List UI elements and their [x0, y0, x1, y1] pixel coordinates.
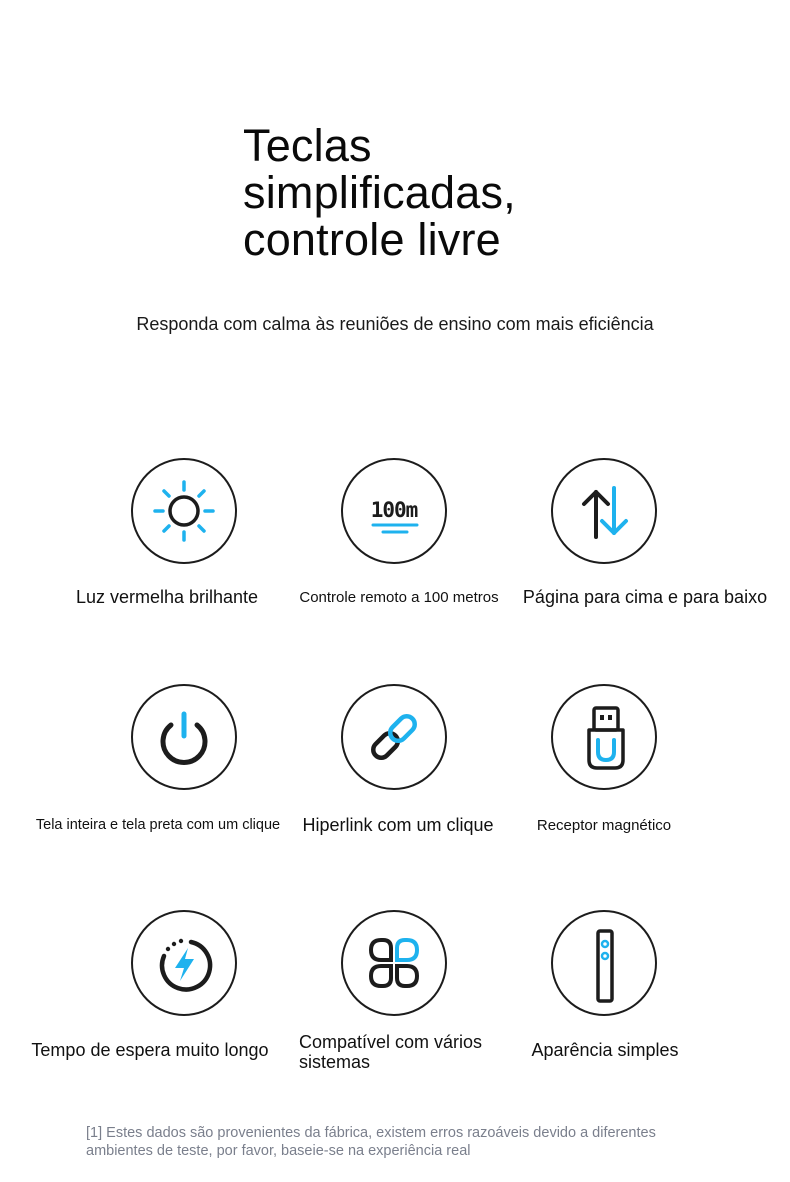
page-title	[243, 122, 516, 263]
title-line-2: simplificadas,	[243, 167, 516, 218]
feature-circle-standby	[131, 910, 237, 1016]
feature-label-hyperlink: Hiperlink com um clique	[302, 815, 494, 835]
feature-label-page-updown: Página para cima e para baixo	[522, 587, 768, 607]
power-icon	[133, 686, 235, 788]
feature-label-compatible: Compatível com vários sistemas	[299, 1032, 483, 1072]
feature-circle-appearance	[551, 910, 657, 1016]
range-icon-text: 100m	[370, 498, 418, 522]
feature-label-fullscreen: Tela inteira e tela preta com um clique	[35, 817, 281, 833]
feature-circle-hyperlink	[341, 684, 447, 790]
page-subtitle: Responda com calma às reuniões de ensino com mais eficiência	[136, 314, 654, 334]
feature-label-receiver: Receptor magnético	[536, 817, 672, 834]
feature-label-bright-light: Luz vermelha brilhante	[75, 587, 259, 607]
feature-label-appearance: Aparência simples	[531, 1040, 679, 1060]
apps-grid-icon	[343, 912, 445, 1014]
feature-circle-range	[341, 458, 447, 564]
link-icon	[343, 686, 445, 788]
feature-circle-bright-light	[131, 458, 237, 564]
title-line-1: Teclas	[243, 120, 372, 171]
title-line-3: controle livre	[243, 214, 501, 265]
feature-label-standby: Tempo de espera muito longo	[31, 1040, 269, 1060]
feature-circle-page-updown	[551, 458, 657, 564]
feature-circle-compatible	[341, 910, 447, 1016]
usb-receiver-icon	[553, 686, 655, 788]
up-down-arrows-icon	[553, 460, 655, 562]
feature-circle-receiver	[551, 684, 657, 790]
footnote: [1] Estes dados são provenientes da fábrica, existem erros razoáveis devido a diferentes ambientes de teste, por favor, baseie-se na experiência real	[86, 1125, 656, 1159]
slim-device-icon	[553, 912, 655, 1014]
range-100m-icon	[343, 460, 445, 562]
battery-charge-icon	[133, 912, 235, 1014]
feature-label-range: Controle remoto a 100 metros	[299, 589, 499, 606]
sun-icon	[133, 460, 235, 562]
feature-circle-fullscreen	[131, 684, 237, 790]
